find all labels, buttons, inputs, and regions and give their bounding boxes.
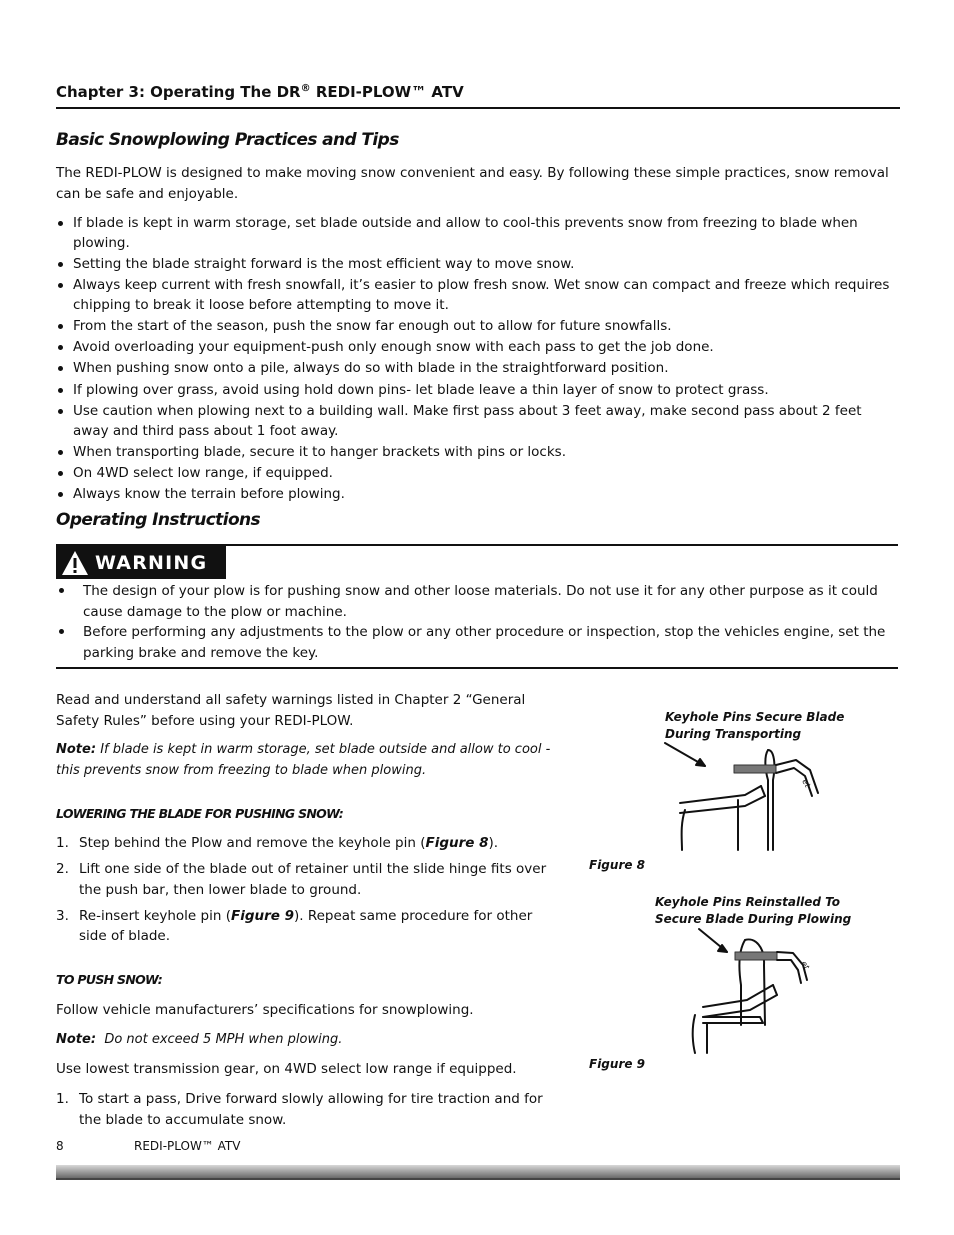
page-number: 8 [56,1139,64,1153]
warning-triangle-icon [61,550,89,576]
list-item: Before performing any adjustments to the plow or any other procedure or inspection, stop the vehicles engine, set the parking brake and remove the key. [56,622,900,663]
list-item: 3. Re-insert keyhole pin (Figure 9). Repeat same procedure for other side of blade. [56,907,533,944]
bullet-icon [58,388,63,393]
bullet-icon [58,324,63,329]
header-rule [56,107,900,109]
warning-list [56,581,900,663]
bullet-icon [58,409,63,414]
list-item: Avoid overloading your equipment-push only enough snow with each pass to get the job done. [56,338,896,358]
push-steps [56,1089,556,1136]
bullet-icon [59,629,64,634]
list-item: If blade is kept in warm storage, set blade outside and allow to cool-this prevents snow from freezing to blade when plowing. [56,214,896,253]
chapter-title-suffix: REDI-PLOW™ ATV [310,83,464,101]
chapter-title-prefix: Chapter 3: Operating The DR [56,83,301,101]
tips-list [56,214,896,507]
note-speed [56,1029,576,1050]
note-storage [56,739,556,781]
lowering-heading: LOWERING THE BLADE FOR PUSHING SNOW: [56,806,344,821]
bullet-icon [58,221,63,226]
warning-rule-bottom [56,667,898,669]
list-item: 2. Lift one side of the blade out of retainer until the slide hinge fits over the push bar, then lower blade to ground. [56,861,547,898]
bullet-icon [58,450,63,455]
svg-text:et: et [800,777,813,789]
svg-text:et: et [799,959,812,971]
bullet-icon [58,283,63,288]
footer-bar [56,1165,900,1180]
bullet-icon [58,366,63,371]
operating-section-heading: Operating Instructions [56,510,261,530]
basic-intro: The REDI-PLOW is designed to make moving snow convenient and easy. By following these simple practices, snow removal can be safe and enjoyable. [56,165,889,202]
figure-reference: Figure 8 [425,835,489,851]
bullet-icon [58,262,63,267]
bullet-icon [58,471,63,476]
registered-mark: ® [300,83,311,94]
basic-section-heading: Basic Snowplowing Practices and Tips [56,130,399,150]
warning-banner [56,546,226,579]
figure-8-caption: Figure 8 [589,858,646,872]
chapter-header [56,83,464,101]
list-item: Always keep current with fresh snowfall, it’s easier to plow fresh snow. Wet snow can compact and freeze which requires chipping to break it loose before attempting to move it. [56,276,896,315]
push-heading: TO PUSH SNOW: [56,972,163,987]
figure-9-caption: Figure 9 [589,1057,646,1071]
note-label: Note: [56,1032,97,1047]
follow-specs-text: Follow vehicle manufacturers’ specifications for snowplowing. [56,1002,474,1018]
note-text: If blade is kept in warm storage, set blade outside and allow to cool - this prevents snow from freezing to blade when plowing. [56,742,551,778]
figure-8-illustration [660,740,840,852]
figure-9-callout: Keyhole Pins Reinstalled To Secure Blade During Plowing [655,895,852,926]
list-item: When pushing snow onto a pile, always do so with blade in the straightforward position. [56,359,896,379]
bullet-icon [59,588,64,593]
list-item: If plowing over grass, avoid using hold down pins- let blade leave a thin layer of snow to protect grass. [56,381,896,401]
footer-product-name: REDI-PLOW™ ATV [134,1139,241,1153]
note-label: Note: [56,742,97,757]
bullet-icon [58,345,63,350]
gear-text: Use lowest transmission gear, on 4WD select low range if equipped. [56,1061,517,1077]
figure-9-illustration [685,925,835,1055]
read-warnings-text: Read and understand all safety warnings listed in Chapter 2 “General Safety Rules” before using your REDI-PLOW. [56,692,526,729]
list-item: When transporting blade, secure it to hanger brackets with pins or locks. [56,443,896,463]
list-item: 1. To start a pass, Drive forward slowly allowing for tire traction and for the blade to accumulate snow. [56,1091,543,1128]
list-item: Use caution when plowing next to a building wall. Make first pass about 3 feet away, make second pass about 2 feet away and third pass about 1 foot away. [56,402,896,441]
list-item: Setting the blade straight forward is the most efficient way to move snow. [56,255,896,275]
figure-8-callout: Keyhole Pins Secure Blade During Transporting [665,710,845,741]
list-item: On 4WD select low range, if equipped. [56,464,896,484]
list-item: 1. Step behind the Plow and remove the keyhole pin (Figure 8). [56,835,499,851]
list-item: From the start of the season, push the snow far enough out to allow for future snowfalls. [56,317,896,337]
list-item: Always know the terrain before plowing. [56,485,896,505]
warning-label: WARNING [95,551,208,574]
list-item: The design of your plow is for pushing snow and other loose materials. Do not use it for any other purpose as it could cause damage to the plow or machine. [56,581,900,622]
lowering-steps [56,833,556,952]
bullet-icon [58,492,63,497]
figure-reference: Figure 9 [230,907,294,924]
note-text: Do not exceed 5 MPH when plowing. [104,1032,343,1047]
